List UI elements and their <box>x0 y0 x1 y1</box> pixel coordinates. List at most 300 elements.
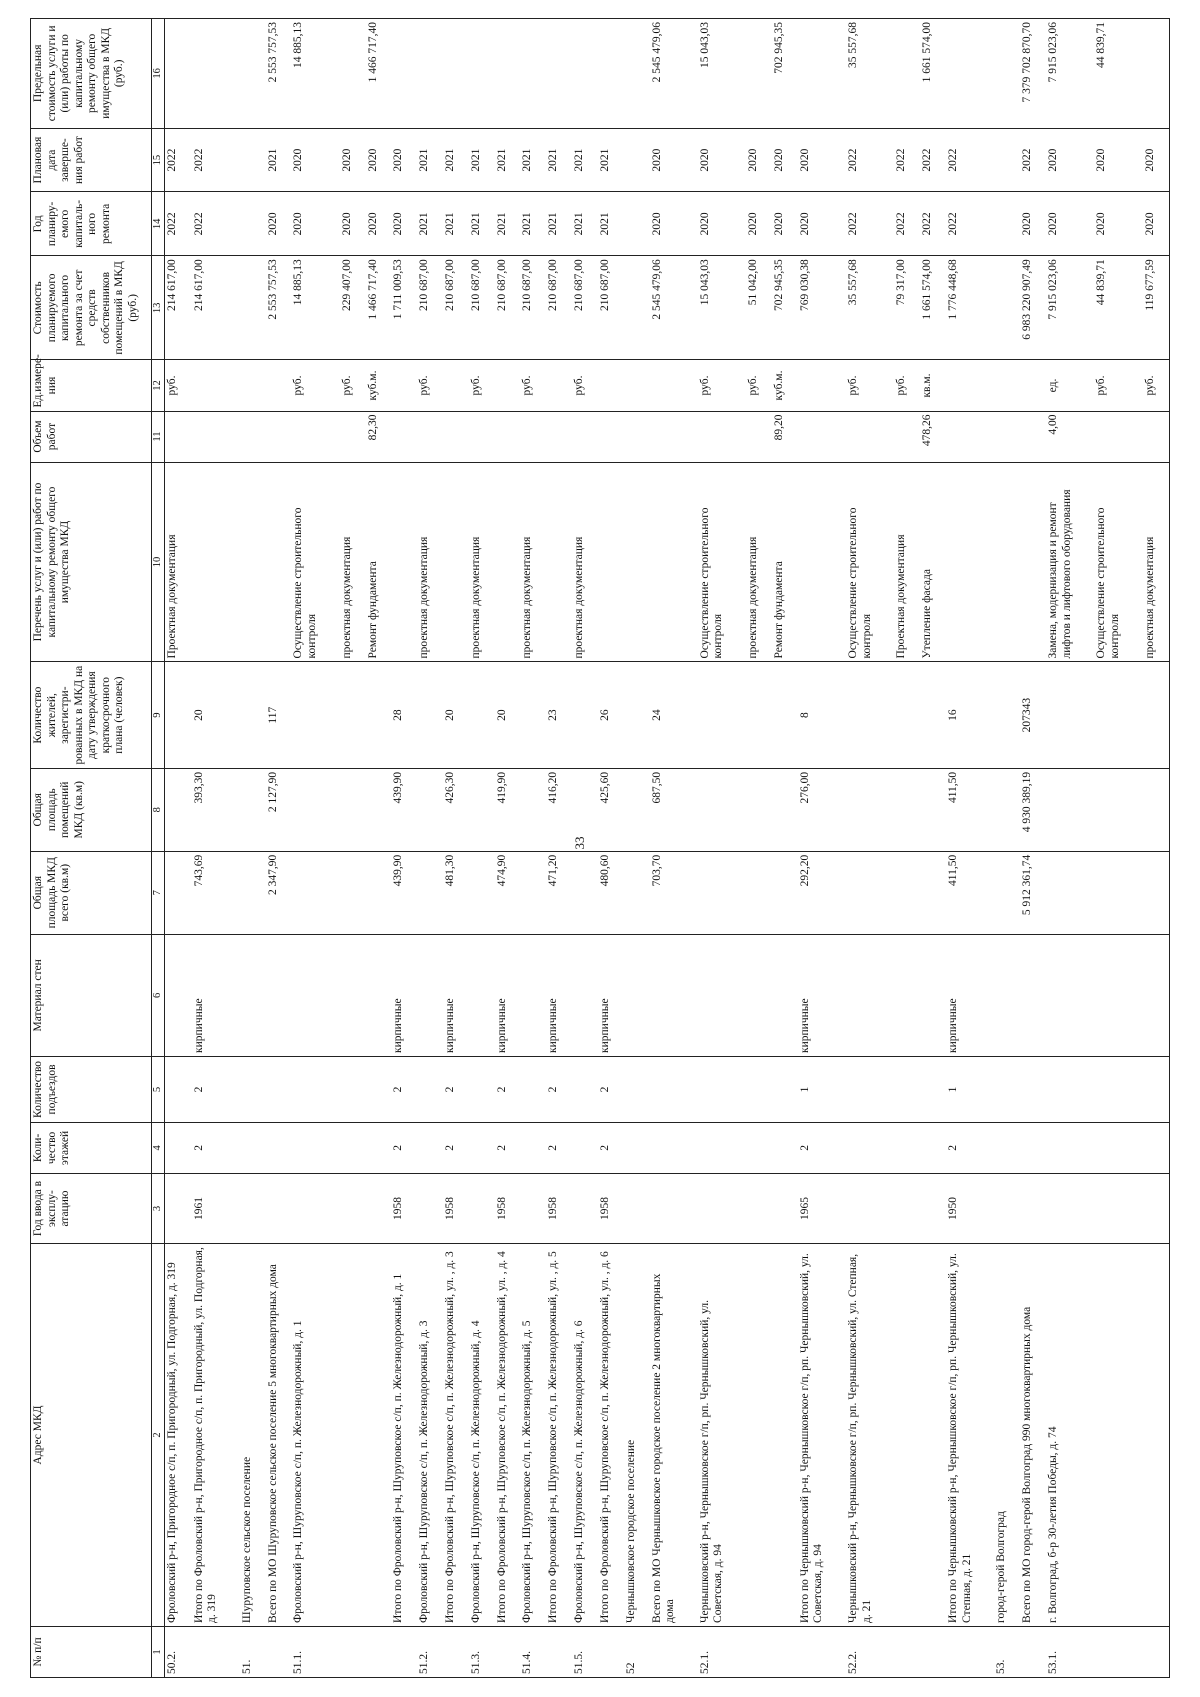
table-cell-c15: 2022 <box>846 128 894 192</box>
table-cell-c16 <box>598 19 624 129</box>
table-cell-c3 <box>772 1173 798 1243</box>
table-row <box>340 19 366 1678</box>
table-cell-c6 <box>650 934 698 1056</box>
table-cell-c4 <box>772 1122 798 1173</box>
table-cell-c13: 210 687,00 <box>495 256 521 360</box>
table-cell-c6: кирпичные <box>495 934 521 1056</box>
table-cell-c10 <box>192 462 240 662</box>
table-cell-c6 <box>469 934 495 1056</box>
table-cell-c16: 7 915 023,06 <box>1046 19 1094 129</box>
table-cell-c9: 8 <box>798 662 846 768</box>
table-cell-c10 <box>443 462 469 662</box>
table-cell-c14: 2020 <box>366 192 392 256</box>
table-cell-c7 <box>1046 851 1094 934</box>
table-cell-c9 <box>165 662 192 768</box>
table-cell-c14: 2021 <box>598 192 624 256</box>
table-cell-c15: 2022 <box>946 128 994 192</box>
table-cell-c5 <box>894 1056 920 1122</box>
table-cell-c16: 44 839,71 <box>1094 19 1142 129</box>
table-cell-c14 <box>994 192 1020 256</box>
table-cell-c4 <box>650 1122 698 1173</box>
table-cell-c4 <box>165 1122 192 1173</box>
table-cell-c13: 6 983 220 907,49 <box>1020 256 1046 360</box>
table-row <box>650 19 698 1678</box>
table-cell-c13: 229 407,00 <box>340 256 366 360</box>
table-cell-c8: 2 127,90 <box>266 768 292 851</box>
table-cell-c13: 1 466 717,40 <box>366 256 392 360</box>
table-cell-c14: 2022 <box>846 192 894 256</box>
table-cell-c2: Фроловский р-н, Шуруповское с/п, п. Железнодорожный, д. 3 <box>417 1244 443 1627</box>
table-cell-c13: 1 711 009,53 <box>391 256 417 360</box>
table-cell-c9 <box>520 662 546 768</box>
table-cell-c4 <box>340 1122 366 1173</box>
table-cell-c16: 14 885,13 <box>291 19 339 129</box>
table-cell-c2: Чернышковский р-н, Чернышковское г/п, рп. Чернышковский, ул. Степная, д. 21 <box>846 1244 894 1627</box>
capital-repair-table <box>30 18 1170 1678</box>
table-cell-c6 <box>291 934 339 1056</box>
table-cell-c4: 2 <box>798 1122 846 1173</box>
table-cell-c1 <box>546 1626 572 1677</box>
table-cell-c7 <box>1143 851 1170 934</box>
table-cell-c5 <box>366 1056 392 1122</box>
table-cell-c13: 2 545 479,06 <box>650 256 698 360</box>
table-cell-c2: Шуруповское сельское поселение <box>240 1244 266 1627</box>
table-cell-c2: Итого по Фроловский р-н, Шуруповское с/п, п. Железнодорожный, ул. , д. 5 <box>546 1244 572 1627</box>
table-cell-c8: 411,50 <box>946 768 994 851</box>
table-cell-c9 <box>624 662 650 768</box>
table-cell-c8: 439,90 <box>391 768 417 851</box>
table-cell-c7: 411,50 <box>946 851 994 934</box>
table-cell-c9 <box>772 662 798 768</box>
table-cell-c16 <box>340 19 366 129</box>
table-cell-c12: кв.м. <box>920 360 946 411</box>
table-cell-c12: руб. <box>572 360 598 411</box>
table-cell-c16 <box>469 19 495 129</box>
table-cell-c8 <box>698 768 746 851</box>
table-cell-c1 <box>192 1626 240 1677</box>
table-cell-c7 <box>469 851 495 934</box>
table-cell-c5 <box>291 1056 339 1122</box>
table-cell-c5 <box>1094 1056 1142 1122</box>
table-row <box>746 19 772 1678</box>
table-cell-c14: 2021 <box>546 192 572 256</box>
table-cell-c2: город-герой Волгоград <box>994 1244 1020 1627</box>
table-cell-c5 <box>994 1056 1020 1122</box>
table-cell-c3 <box>520 1173 546 1243</box>
table-cell-c14: 2020 <box>1020 192 1046 256</box>
table-cell-c8 <box>1046 768 1094 851</box>
table-cell-c2: Всего по МО город-герой Волгоград 990 многоквартирных дома <box>1020 1244 1046 1627</box>
column-number: 15 <box>152 128 165 192</box>
table-cell-c12 <box>391 360 417 411</box>
column-number: 8 <box>152 768 165 851</box>
table-cell-c16 <box>946 19 994 129</box>
table-cell-c12: руб. <box>469 360 495 411</box>
table-cell-c10: Ремонт фундамента <box>366 462 392 662</box>
table-cell-c10 <box>240 462 266 662</box>
table-cell-c4 <box>572 1122 598 1173</box>
table-cell-c6 <box>1143 934 1170 1056</box>
table-cell-c2 <box>746 1244 772 1627</box>
table-cell-c3 <box>165 1173 192 1243</box>
table-cell-c11 <box>1094 411 1142 462</box>
table-cell-c6: кирпичные <box>443 934 469 1056</box>
table-cell-c4 <box>894 1122 920 1173</box>
table-cell-c3: 1965 <box>798 1173 846 1243</box>
table-cell-c7: 5 912 361,74 <box>1020 851 1046 934</box>
table-cell-c4 <box>520 1122 546 1173</box>
table-cell-c4 <box>994 1122 1020 1173</box>
table-cell-c9 <box>572 662 598 768</box>
table-cell-c6 <box>920 934 946 1056</box>
table-cell-c4 <box>417 1122 443 1173</box>
table-cell-c11 <box>698 411 746 462</box>
table-cell-c5 <box>340 1056 366 1122</box>
table-cell-c2: Итого по Фроловский р-н, Шуруповское с/п, п. Железнодорожный, ул. , д. 6 <box>598 1244 624 1627</box>
table-cell-c6 <box>520 934 546 1056</box>
table-cell-c5 <box>266 1056 292 1122</box>
table-cell-c6 <box>1046 934 1094 1056</box>
table-cell-c6 <box>994 934 1020 1056</box>
header-cell: Перечень услуг и (или) работ по капитальному ремонту общего имущества МКД <box>31 462 152 662</box>
table-cell-c11 <box>598 411 624 462</box>
table-cell-c2 <box>894 1244 920 1627</box>
table-cell-c11 <box>894 411 920 462</box>
table-cell-c7 <box>417 851 443 934</box>
table-cell-c3 <box>417 1173 443 1243</box>
table-cell-c1: 50.2. <box>165 1626 192 1677</box>
header-cell: Коли-чество этажей <box>31 1122 152 1173</box>
table-cell-c1 <box>920 1626 946 1677</box>
table-cell-c3: 1958 <box>546 1173 572 1243</box>
table-cell-c6 <box>746 934 772 1056</box>
table-cell-c2: Итого по Фроловский р-н, Шуруповское с/п, п. Железнодорожный, д. 1 <box>391 1244 417 1627</box>
table-cell-c3: 1950 <box>946 1173 994 1243</box>
table-cell-c2: Итого по Фроловский р-н, Шуруповское с/п, п. Железнодорожный, ул. , д. 4 <box>495 1244 521 1627</box>
table-cell-c10: проектная документация <box>746 462 772 662</box>
header-cell: Количество подъездов <box>31 1056 152 1122</box>
table-cell-c7 <box>624 851 650 934</box>
table-cell-c15: 2020 <box>772 128 798 192</box>
table-cell-c10 <box>946 462 994 662</box>
table-cell-c1: 52 <box>624 1626 650 1677</box>
table-row <box>1020 19 1046 1678</box>
table-cell-c11 <box>291 411 339 462</box>
table-row <box>920 19 946 1678</box>
table-cell-c10: проектная документация <box>417 462 443 662</box>
header-cell: Предельная стоимость услуги и (или) работы по капитальному ремонту общего имущества в МКД (руб.) <box>31 19 152 129</box>
header-cell: Материал стен <box>31 934 152 1056</box>
table-cell-c5 <box>520 1056 546 1122</box>
table-cell-c12 <box>946 360 994 411</box>
table-cell-c9 <box>698 662 746 768</box>
table-cell-c3 <box>572 1173 598 1243</box>
table-row <box>1094 19 1142 1678</box>
column-number: 16 <box>152 19 165 129</box>
table-cell-c7: 480,60 <box>598 851 624 934</box>
table-cell-c2: Чернышковский р-н, Чернышковское г/п, рп. Чернышковский, ул. Советская, д. 94 <box>698 1244 746 1627</box>
table-row <box>894 19 920 1678</box>
table-cell-c7: 2 347,90 <box>266 851 292 934</box>
table-cell-c4: 2 <box>192 1122 240 1173</box>
table-cell-c4 <box>291 1122 339 1173</box>
table-cell-c8: 416,20 <box>546 768 572 851</box>
table-cell-c10: проектная документация <box>1143 462 1170 662</box>
table-cell-c6 <box>894 934 920 1056</box>
table-cell-c6 <box>240 934 266 1056</box>
table-cell-c8: 425,60 <box>598 768 624 851</box>
table-cell-c14: 2020 <box>798 192 846 256</box>
table-cell-c3: 1958 <box>391 1173 417 1243</box>
table-row <box>495 19 521 1678</box>
table-cell-c13: 702 945,35 <box>772 256 798 360</box>
table-row <box>469 19 495 1678</box>
table-cell-c4 <box>746 1122 772 1173</box>
table-cell-c15: 2021 <box>417 128 443 192</box>
table-cell-c11 <box>165 411 192 462</box>
column-number: 10 <box>152 462 165 662</box>
table-cell-c16: 35 557,68 <box>846 19 894 129</box>
table-cell-c14: 2022 <box>165 192 192 256</box>
table-cell-c4 <box>469 1122 495 1173</box>
table-cell-c6: кирпичные <box>546 934 572 1056</box>
table-row <box>1046 19 1094 1678</box>
table-row <box>266 19 292 1678</box>
table-cell-c11: 82,30 <box>366 411 392 462</box>
table-cell-c10: Утепление фасада <box>920 462 946 662</box>
table-cell-c12: руб. <box>894 360 920 411</box>
table-cell-c16: 1 661 574,00 <box>920 19 946 129</box>
table-cell-c14 <box>240 192 266 256</box>
table-cell-c12: руб. <box>698 360 746 411</box>
table-cell-c11 <box>994 411 1020 462</box>
table-cell-c13: 210 687,00 <box>417 256 443 360</box>
table-cell-c11 <box>443 411 469 462</box>
table-cell-c13: 210 687,00 <box>546 256 572 360</box>
table-cell-c5 <box>650 1056 698 1122</box>
table-cell-c10: Ремонт фундамента <box>772 462 798 662</box>
table-cell-c3 <box>846 1173 894 1243</box>
table-cell-c12 <box>495 360 521 411</box>
table-cell-c8: 419,90 <box>495 768 521 851</box>
table-cell-c14: 2020 <box>650 192 698 256</box>
table-cell-c15: 2021 <box>572 128 598 192</box>
table-cell-c10: Проектная документация <box>894 462 920 662</box>
table-row <box>598 19 624 1678</box>
table-cell-c9 <box>469 662 495 768</box>
table-cell-c14: 2020 <box>391 192 417 256</box>
table-cell-c12: руб. <box>746 360 772 411</box>
table-cell-c5 <box>698 1056 746 1122</box>
column-number: 11 <box>152 411 165 462</box>
table-cell-c11 <box>798 411 846 462</box>
table-cell-c7 <box>894 851 920 934</box>
table-cell-c5: 1 <box>946 1056 994 1122</box>
table-cell-c5 <box>469 1056 495 1122</box>
table-cell-c4: 2 <box>946 1122 994 1173</box>
table-cell-c6 <box>417 934 443 1056</box>
table-cell-c7 <box>698 851 746 934</box>
table-cell-c8 <box>894 768 920 851</box>
table-cell-c13 <box>624 256 650 360</box>
table-cell-c12 <box>994 360 1020 411</box>
table-cell-c5 <box>846 1056 894 1122</box>
table-cell-c11 <box>520 411 546 462</box>
table-cell-c1 <box>340 1626 366 1677</box>
table-row <box>520 19 546 1678</box>
table-cell-c11 <box>624 411 650 462</box>
table-cell-c8 <box>1143 768 1170 851</box>
column-number: 1 <box>152 1626 165 1677</box>
table-cell-c1 <box>1094 1626 1142 1677</box>
table-cell-c14: 2020 <box>746 192 772 256</box>
table-cell-c10 <box>1020 462 1046 662</box>
table-cell-c1: 53. <box>994 1626 1020 1677</box>
table-cell-c16 <box>572 19 598 129</box>
table-cell-c13: 1 776 448,68 <box>946 256 994 360</box>
table-cell-c13: 79 317,00 <box>894 256 920 360</box>
table-cell-c7 <box>520 851 546 934</box>
table-cell-c12: ед. <box>1046 360 1094 411</box>
table-cell-c3 <box>894 1173 920 1243</box>
table-cell-c9 <box>1143 662 1170 768</box>
table-cell-c7: 703,70 <box>650 851 698 934</box>
table-cell-c11 <box>1020 411 1046 462</box>
table-row <box>366 19 392 1678</box>
table-cell-c14: 2021 <box>443 192 469 256</box>
table-cell-c3: 1958 <box>443 1173 469 1243</box>
table-cell-c1: 51.4. <box>520 1626 546 1677</box>
table-cell-c3 <box>1143 1173 1170 1243</box>
table-cell-c4: 2 <box>391 1122 417 1173</box>
table-cell-c6 <box>366 934 392 1056</box>
table-cell-c7 <box>994 851 1020 934</box>
table-cell-c6 <box>266 934 292 1056</box>
table-cell-c8 <box>920 768 946 851</box>
table-cell-c15: 2021 <box>546 128 572 192</box>
table-cell-c16 <box>894 19 920 129</box>
table-cell-c8: 4 930 389,19 <box>1020 768 1046 851</box>
table-row <box>165 19 192 1678</box>
table-cell-c2 <box>772 1244 798 1627</box>
column-number: 6 <box>152 934 165 1056</box>
table-cell-c12: руб. <box>1094 360 1142 411</box>
table-cell-c11 <box>546 411 572 462</box>
table-cell-c11 <box>240 411 266 462</box>
table-cell-c7 <box>366 851 392 934</box>
table-cell-c16 <box>165 19 192 129</box>
table-cell-c7: 292,20 <box>798 851 846 934</box>
table-cell-c4 <box>240 1122 266 1173</box>
table-cell-c3 <box>698 1173 746 1243</box>
table-cell-c9 <box>1094 662 1142 768</box>
table-cell-c1 <box>650 1626 698 1677</box>
table-cell-c3 <box>746 1173 772 1243</box>
table-cell-c4 <box>1143 1122 1170 1173</box>
table-cell-c1 <box>366 1626 392 1677</box>
column-number: 12 <box>152 360 165 411</box>
table-cell-c15: 2020 <box>650 128 698 192</box>
table-cell-c10 <box>391 462 417 662</box>
table-cell-c9 <box>746 662 772 768</box>
table-cell-c3 <box>240 1173 266 1243</box>
table-cell-c11 <box>417 411 443 462</box>
table-cell-c15: 2020 <box>1046 128 1094 192</box>
table-cell-c2: Фроловский р-н, Шуруповское с/п, п. Железнодорожный, д. 1 <box>291 1244 339 1627</box>
table-row <box>391 19 417 1678</box>
table-cell-c7 <box>165 851 192 934</box>
header-cell: Общая площадь помещений МКД (кв.м) <box>31 768 152 851</box>
table-cell-c12: руб. <box>520 360 546 411</box>
table-cell-c13: 15 043,03 <box>698 256 746 360</box>
table-cell-c3: 1961 <box>192 1173 240 1243</box>
table-cell-c2: Итого по Чернышковский р-н, Чернышковское г/п, рп. Чернышковский, ул. Советская, д. 94 <box>798 1244 846 1627</box>
table-cell-c4 <box>1020 1122 1046 1173</box>
table-row <box>443 19 469 1678</box>
table-row <box>994 19 1020 1678</box>
table-cell-c5 <box>920 1056 946 1122</box>
table-cell-c13: 214 617,00 <box>165 256 192 360</box>
table-cell-c14: 2022 <box>920 192 946 256</box>
table-cell-c12: руб. <box>846 360 894 411</box>
table-cell-c11 <box>1143 411 1170 462</box>
table-cell-c2 <box>340 1244 366 1627</box>
table-cell-c8: 393,30 <box>192 768 240 851</box>
table-cell-c16: 1 466 717,40 <box>366 19 392 129</box>
table-cell-c15: 2021 <box>266 128 292 192</box>
table-cell-c7: 481,30 <box>443 851 469 934</box>
table-cell-c16 <box>624 19 650 129</box>
table-cell-c1 <box>746 1626 772 1677</box>
table-cell-c2 <box>366 1244 392 1627</box>
table-cell-c12 <box>624 360 650 411</box>
table-row <box>624 19 650 1678</box>
table-cell-c9 <box>291 662 339 768</box>
table-cell-c11 <box>846 411 894 462</box>
column-number: 5 <box>152 1056 165 1122</box>
table-row <box>1143 19 1170 1678</box>
table-cell-c13: 44 839,71 <box>1094 256 1142 360</box>
table-cell-c9: 20 <box>192 662 240 768</box>
table-cell-c8 <box>624 768 650 851</box>
table-cell-c5 <box>772 1056 798 1122</box>
table-cell-c4: 2 <box>598 1122 624 1173</box>
table-cell-c13: 210 687,00 <box>443 256 469 360</box>
table-cell-c1 <box>1020 1626 1046 1677</box>
table-cell-c3 <box>266 1173 292 1243</box>
table-cell-c10: Осуществление строительного контроля <box>698 462 746 662</box>
table-cell-c16 <box>994 19 1020 129</box>
table-cell-c1: 51.1. <box>291 1626 339 1677</box>
table-cell-c3 <box>650 1173 698 1243</box>
table-cell-c3 <box>469 1173 495 1243</box>
header-cell: Общая площадь МКД всего (кв.м) <box>31 851 152 934</box>
table-cell-c10: Замена, модернизация и ремонт лифтов и лифтового оборудования <box>1046 462 1094 662</box>
table-row <box>798 19 846 1678</box>
table-cell-c14: 2021 <box>495 192 521 256</box>
table-cell-c13: 210 687,00 <box>520 256 546 360</box>
table-cell-c6 <box>572 934 598 1056</box>
table-cell-c11: 4,00 <box>1046 411 1094 462</box>
table-cell-c12: руб. <box>417 360 443 411</box>
table-cell-c5: 2 <box>391 1056 417 1122</box>
table-cell-c13: 210 687,00 <box>469 256 495 360</box>
table-cell-c7 <box>772 851 798 934</box>
table-cell-c9 <box>846 662 894 768</box>
header-cell: Адрес МКД <box>31 1244 152 1627</box>
table-cell-c2: Итого по Фроловский р-н, Шуруповское с/п, п. Железнодорожный, ул. , д. 3 <box>443 1244 469 1627</box>
table-cell-c10: Проектная документация <box>165 462 192 662</box>
